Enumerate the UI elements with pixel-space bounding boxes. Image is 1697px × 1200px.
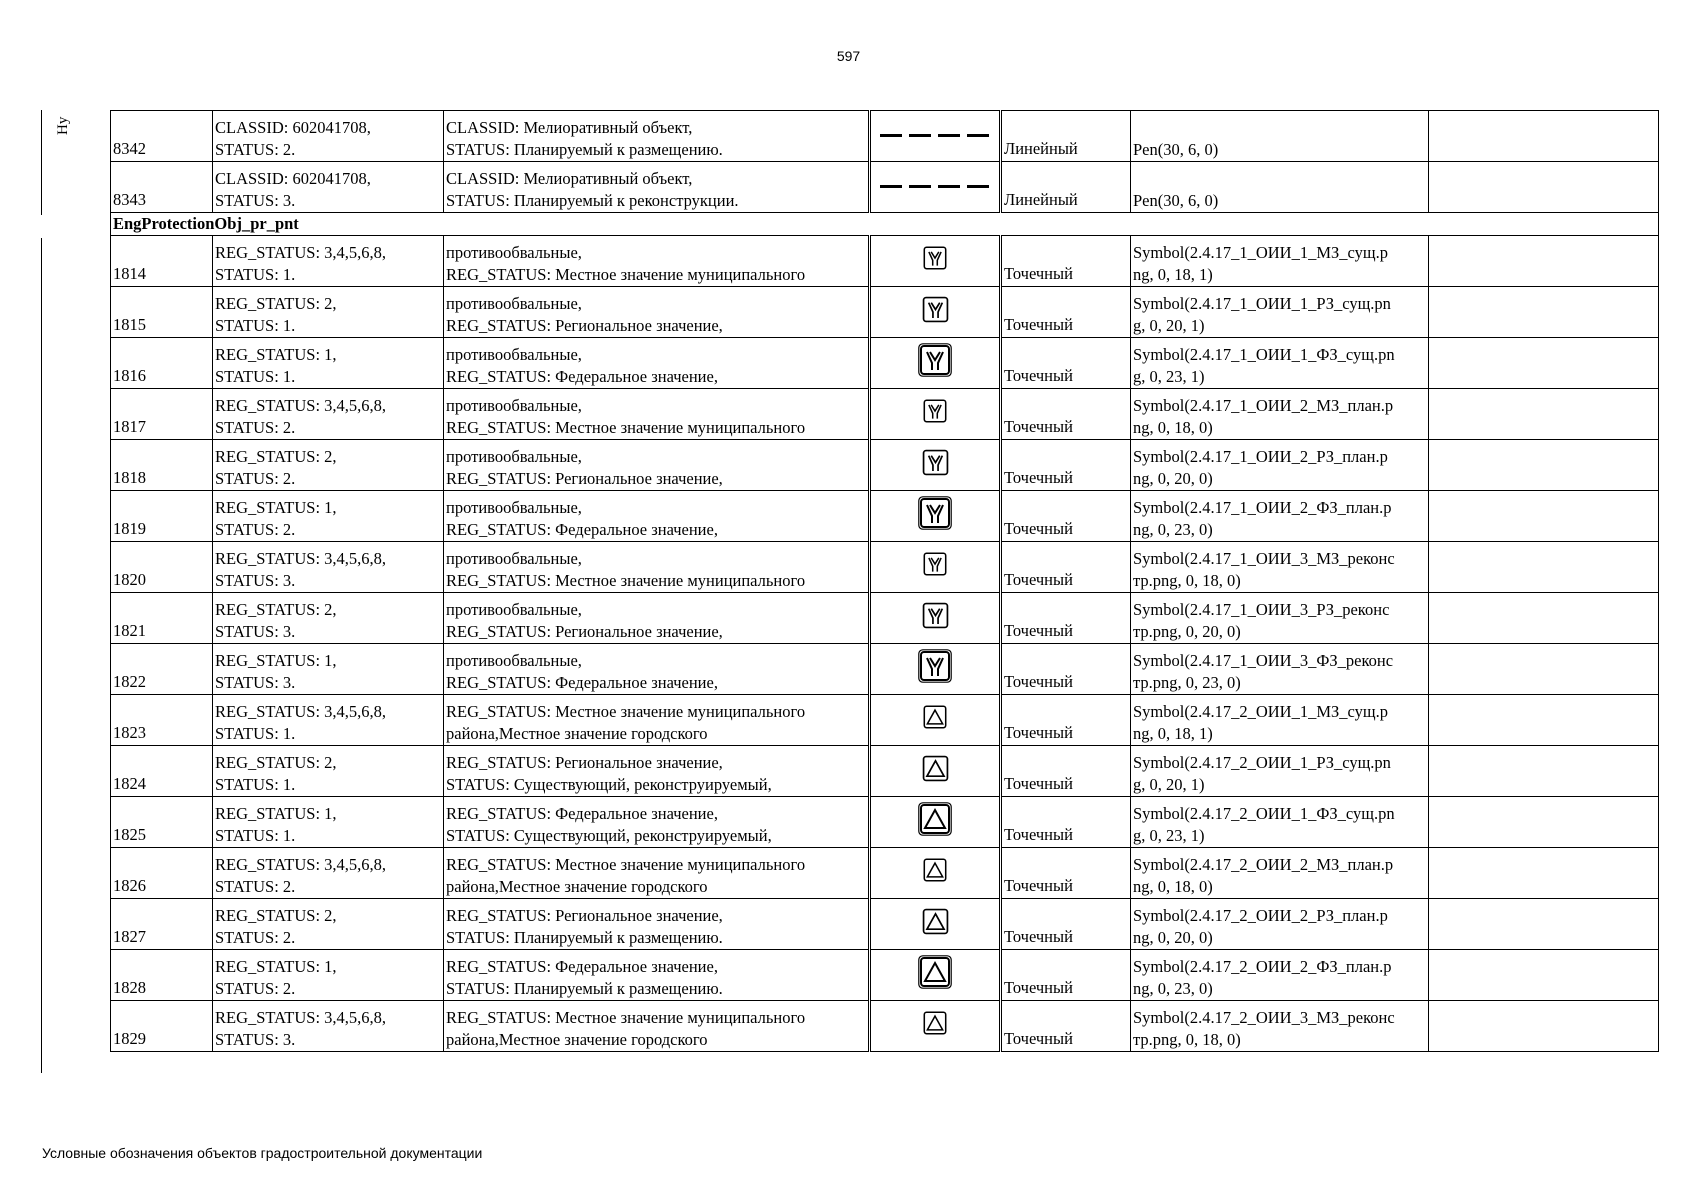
description-cell-line: REG_STATUS: Региональное значение,	[446, 316, 723, 335]
symbol-cell	[870, 1001, 1001, 1052]
style-cell-line	[1133, 168, 1426, 190]
dashed-line	[878, 125, 993, 147]
style-cell-line: ng, 0, 20, 0)	[1133, 469, 1213, 488]
empty-cell	[1429, 111, 1659, 162]
geometry-type: Точечный	[1001, 491, 1131, 542]
description-cell	[444, 644, 870, 695]
style-cell	[1131, 746, 1429, 797]
description-cell	[444, 848, 870, 899]
table-row	[111, 111, 1659, 162]
description-cell-line: REG_STATUS: Региональное значение,	[446, 753, 723, 772]
symbol-cell	[870, 111, 1001, 162]
condition-cell-line: STATUS: 1.	[215, 775, 296, 794]
description-cell-line: противообвальные,	[446, 498, 582, 517]
description-cell-line: противообвальные,	[446, 294, 582, 313]
layer-code: 8342	[111, 111, 213, 162]
empty-cell	[1429, 162, 1659, 213]
description-cell	[444, 338, 870, 389]
description-cell	[444, 950, 870, 1001]
style-cell-line: ng, 0, 18, 0)	[1133, 418, 1213, 437]
empty-cell	[1429, 1001, 1659, 1052]
condition-cell-line: STATUS: 2.	[215, 877, 296, 896]
condition-cell	[213, 389, 444, 440]
description-cell	[444, 162, 870, 213]
group-title: EngProtectionObj_pr_pnt	[111, 213, 1659, 236]
geometry-type: Точечный	[1001, 746, 1131, 797]
style-cell-line: g, 0, 23, 1)	[1133, 826, 1205, 845]
table-row	[111, 338, 1659, 389]
style-cell	[1131, 797, 1429, 848]
symbol-cell	[870, 644, 1001, 695]
condition-cell	[213, 950, 444, 1001]
style-cell-line: Symbol(2.4.17_1_ОИИ_2_МЗ_план.p	[1133, 396, 1394, 415]
section-border-bottom	[41, 238, 42, 1073]
symbol-cell	[870, 542, 1001, 593]
geometry-type: Точечный	[1001, 797, 1131, 848]
condition-cell-line: REG_STATUS: 3,4,5,6,8,	[215, 1008, 387, 1027]
table-row	[111, 440, 1659, 491]
empty-cell	[1429, 338, 1659, 389]
description-cell-line: противообвальные,	[446, 447, 582, 466]
geometry-type: Точечный	[1001, 695, 1131, 746]
layer-code: 1819	[111, 491, 213, 542]
style-cell	[1131, 542, 1429, 593]
description-cell	[444, 1001, 870, 1052]
empty-cell	[1429, 593, 1659, 644]
geometry-type: Точечный	[1001, 1001, 1131, 1052]
style-cell	[1131, 338, 1429, 389]
style-cell-line: Pen(30, 6, 0)	[1133, 140, 1219, 159]
geometry-type: Точечный	[1001, 389, 1131, 440]
description-cell-line: CLASSID: Мелиоративный объект,	[446, 169, 693, 188]
style-cell	[1131, 491, 1429, 542]
geometry-type: Линейный	[1001, 111, 1131, 162]
condition-cell-line: REG_STATUS: 1,	[215, 498, 337, 517]
layer-code: 8343	[111, 162, 213, 213]
style-cell-line: Symbol(2.4.17_1_ОИИ_3_ФЗ_реконс	[1133, 651, 1394, 670]
layer-code: 1826	[111, 848, 213, 899]
dam-icon-rz	[921, 601, 950, 636]
layer-code: 1829	[111, 1001, 213, 1052]
description-cell	[444, 746, 870, 797]
description-cell-line: района,Местное значение городского	[446, 724, 708, 743]
style-cell-line: Symbol(2.4.17_1_ОИИ_3_МЗ_реконс	[1133, 549, 1395, 568]
geometry-type: Точечный	[1001, 848, 1131, 899]
style-cell-line: Symbol(2.4.17_1_ОИИ_1_ФЗ_сущ.pn	[1133, 345, 1395, 364]
style-cell-line: Pen(30, 6, 0)	[1133, 191, 1219, 210]
condition-cell-line: STATUS: 3.	[215, 571, 296, 590]
triangle-icon-mz	[922, 1010, 948, 1042]
symbol-cell	[870, 950, 1001, 1001]
table-row	[111, 491, 1659, 542]
geometry-type: Точечный	[1001, 338, 1131, 389]
layer-code: 1828	[111, 950, 213, 1001]
layer-code: 1823	[111, 695, 213, 746]
style-cell-line: Symbol(2.4.17_2_ОИИ_3_МЗ_реконс	[1133, 1008, 1395, 1027]
condition-cell-line: STATUS: 1.	[215, 265, 296, 284]
style-cell-line: Symbol(2.4.17_1_ОИИ_3_РЗ_реконс	[1133, 600, 1390, 619]
triangle-icon-rz	[921, 907, 950, 942]
condition-cell-line: REG_STATUS: 2,	[215, 294, 337, 313]
table-row	[111, 162, 1659, 213]
description-cell-line: STATUS: Планируемый к реконструкции.	[446, 191, 739, 210]
description-cell	[444, 899, 870, 950]
layer-code: 1821	[111, 593, 213, 644]
description-cell-line: района,Местное значение городского	[446, 1030, 708, 1049]
group-row	[111, 213, 1659, 236]
empty-cell	[1429, 695, 1659, 746]
style-cell-line: Symbol(2.4.17_2_ОИИ_1_МЗ_сущ.p	[1133, 702, 1388, 721]
geometry-type: Точечный	[1001, 287, 1131, 338]
condition-cell-line: STATUS: 3.	[215, 191, 296, 210]
condition-cell	[213, 848, 444, 899]
symbol-cell	[870, 162, 1001, 213]
style-cell	[1131, 848, 1429, 899]
style-cell-line: ng, 0, 18, 1)	[1133, 724, 1213, 743]
condition-cell-line: STATUS: 3.	[215, 673, 296, 692]
style-cell	[1131, 695, 1429, 746]
page-number: 597	[836, 48, 861, 64]
style-cell	[1131, 593, 1429, 644]
description-cell-line: STATUS: Существующий, реконструируемый,	[446, 826, 772, 845]
style-cell-line: Symbol(2.4.17_1_ОИИ_2_РЗ_план.p	[1133, 447, 1388, 466]
symbol-cell	[870, 695, 1001, 746]
geometry-type: Точечный	[1001, 950, 1131, 1001]
symbol-cell	[870, 287, 1001, 338]
table-row	[111, 797, 1659, 848]
description-cell-line: STATUS: Существующий, реконструируемый,	[446, 775, 772, 794]
table-row	[111, 1001, 1659, 1052]
description-cell	[444, 287, 870, 338]
style-cell	[1131, 236, 1429, 287]
geometry-type: Точечный	[1001, 644, 1131, 695]
description-cell-line: STATUS: Планируемый к размещению.	[446, 979, 723, 998]
dam-icon-rz	[921, 295, 950, 330]
table-row	[111, 236, 1659, 287]
condition-cell-line: STATUS: 1.	[215, 367, 296, 386]
description-cell-line: противообвальные,	[446, 600, 582, 619]
empty-cell	[1429, 644, 1659, 695]
description-cell-line: REG_STATUS: Региональное значение,	[446, 906, 723, 925]
style-cell-line: тр.png, 0, 18, 0)	[1133, 1030, 1241, 1049]
description-cell-line: REG_STATUS: Местное значение муниципального	[446, 702, 806, 721]
description-cell	[444, 111, 870, 162]
description-cell-line: противообвальные,	[446, 396, 582, 415]
condition-cell-line: REG_STATUS: 1,	[215, 804, 337, 823]
table-row	[111, 695, 1659, 746]
condition-cell	[213, 111, 444, 162]
empty-cell	[1429, 797, 1659, 848]
triangle-icon-mz	[922, 857, 948, 889]
section-border-top	[41, 110, 42, 215]
style-cell-line: тр.png, 0, 18, 0)	[1133, 571, 1241, 590]
triangle-icon-fz	[918, 955, 952, 995]
style-cell-line: Symbol(2.4.17_2_ОИИ_1_ФЗ_сущ.pn	[1133, 804, 1395, 823]
condition-cell-line: REG_STATUS: 3,4,5,6,8,	[215, 702, 387, 721]
description-cell-line: REG_STATUS: Региональное значение,	[446, 622, 723, 641]
empty-cell	[1429, 950, 1659, 1001]
symbol-cell	[870, 848, 1001, 899]
condition-cell	[213, 338, 444, 389]
style-cell-line: Symbol(2.4.17_1_ОИИ_1_МЗ_сущ.p	[1133, 243, 1388, 262]
condition-cell	[213, 287, 444, 338]
table-row	[111, 593, 1659, 644]
table-row	[111, 542, 1659, 593]
style-cell-line: g, 0, 23, 1)	[1133, 367, 1205, 386]
layer-code: 1817	[111, 389, 213, 440]
description-cell-line: противообвальные,	[446, 243, 582, 262]
empty-cell	[1429, 899, 1659, 950]
style-cell-line: ng, 0, 18, 1)	[1133, 265, 1213, 284]
style-cell-line	[1133, 117, 1426, 139]
layer-code: 1827	[111, 899, 213, 950]
condition-cell-line: REG_STATUS: 2,	[215, 753, 337, 772]
condition-cell-line: STATUS: 2.	[215, 469, 296, 488]
style-cell	[1131, 644, 1429, 695]
style-cell-line: ng, 0, 23, 0)	[1133, 979, 1213, 998]
description-cell-line: CLASSID: Мелиоративный объект,	[446, 118, 693, 137]
condition-cell-line: REG_STATUS: 2,	[215, 447, 337, 466]
symbol-cell	[870, 236, 1001, 287]
description-cell	[444, 797, 870, 848]
style-cell	[1131, 389, 1429, 440]
empty-cell	[1429, 848, 1659, 899]
style-cell-line: g, 0, 20, 1)	[1133, 775, 1205, 794]
section-label: Ну	[55, 116, 71, 135]
symbol-cell	[870, 593, 1001, 644]
description-cell-line: REG_STATUS: Региональное значение,	[446, 469, 723, 488]
description-cell-line: противообвальные,	[446, 651, 582, 670]
condition-cell	[213, 695, 444, 746]
condition-cell	[213, 1001, 444, 1052]
layer-code: 1824	[111, 746, 213, 797]
dashed-line	[878, 176, 993, 198]
geometry-type: Линейный	[1001, 162, 1131, 213]
condition-cell	[213, 162, 444, 213]
symbol-cell	[870, 491, 1001, 542]
style-cell-line: Symbol(2.4.17_2_ОИИ_2_ФЗ_план.p	[1133, 957, 1392, 976]
condition-cell	[213, 797, 444, 848]
condition-cell	[213, 899, 444, 950]
condition-cell	[213, 542, 444, 593]
symbol-cell	[870, 440, 1001, 491]
condition-cell	[213, 440, 444, 491]
condition-cell-line: REG_STATUS: 3,4,5,6,8,	[215, 243, 387, 262]
dam-icon-mz	[922, 551, 948, 583]
style-cell	[1131, 950, 1429, 1001]
description-cell	[444, 593, 870, 644]
page-footer: Условные обозначения объектов градостроительной документации	[42, 1145, 483, 1161]
description-cell-line: REG_STATUS: Местное значение муниципального	[446, 418, 806, 437]
condition-cell-line: REG_STATUS: 1,	[215, 651, 337, 670]
description-cell-line: REG_STATUS: Федеральное значение,	[446, 804, 718, 823]
style-cell-line: Symbol(2.4.17_1_ОИИ_1_РЗ_сущ.pn	[1133, 294, 1391, 313]
description-cell	[444, 440, 870, 491]
geometry-type: Точечный	[1001, 593, 1131, 644]
description-cell-line: противообвальные,	[446, 549, 582, 568]
condition-cell-line: STATUS: 1.	[215, 316, 296, 335]
symbol-cell	[870, 338, 1001, 389]
empty-cell	[1429, 542, 1659, 593]
style-cell	[1131, 440, 1429, 491]
style-cell	[1131, 111, 1429, 162]
style-cell	[1131, 287, 1429, 338]
empty-cell	[1429, 389, 1659, 440]
symbol-cell	[870, 797, 1001, 848]
style-cell-line: g, 0, 20, 1)	[1133, 316, 1205, 335]
style-cell-line: Symbol(2.4.17_2_ОИИ_1_РЗ_сущ.pn	[1133, 753, 1391, 772]
triangle-icon-fz	[918, 802, 952, 842]
geometry-type: Точечный	[1001, 440, 1131, 491]
style-cell-line: тр.png, 0, 23, 0)	[1133, 673, 1241, 692]
condition-cell-line: STATUS: 3.	[215, 622, 296, 641]
empty-cell	[1429, 746, 1659, 797]
condition-cell-line: REG_STATUS: 3,4,5,6,8,	[215, 396, 387, 415]
description-cell	[444, 695, 870, 746]
style-cell-line: ng, 0, 20, 0)	[1133, 928, 1213, 947]
dam-icon-mz	[922, 245, 948, 277]
style-cell	[1131, 899, 1429, 950]
empty-cell	[1429, 491, 1659, 542]
description-cell-line: района,Местное значение городского	[446, 877, 708, 896]
description-cell	[444, 542, 870, 593]
dam-icon-rz	[921, 448, 950, 483]
condition-cell-line: CLASSID: 602041708,	[215, 169, 371, 188]
table-row	[111, 644, 1659, 695]
condition-cell	[213, 746, 444, 797]
condition-cell	[213, 593, 444, 644]
condition-cell-line: REG_STATUS: 2,	[215, 906, 337, 925]
symbol-cell	[870, 746, 1001, 797]
layer-code: 1815	[111, 287, 213, 338]
condition-cell-line: REG_STATUS: 2,	[215, 600, 337, 619]
layer-code: 1820	[111, 542, 213, 593]
description-cell-line: REG_STATUS: Местное значение муниципального	[446, 265, 806, 284]
condition-cell-line: STATUS: 2.	[215, 418, 296, 437]
style-cell	[1131, 1001, 1429, 1052]
empty-cell	[1429, 236, 1659, 287]
table-row	[111, 950, 1659, 1001]
style-cell-line: тр.png, 0, 20, 0)	[1133, 622, 1241, 641]
geometry-type: Точечный	[1001, 236, 1131, 287]
condition-cell-line: STATUS: 2.	[215, 928, 296, 947]
description-cell-line: REG_STATUS: Местное значение муниципального	[446, 571, 806, 590]
condition-cell	[213, 236, 444, 287]
table-row	[111, 287, 1659, 338]
layer-code: 1822	[111, 644, 213, 695]
description-cell-line: REG_STATUS: Федеральное значение,	[446, 957, 718, 976]
description-cell	[444, 236, 870, 287]
description-cell-line: REG_STATUS: Федеральное значение,	[446, 367, 718, 386]
description-cell	[444, 491, 870, 542]
condition-cell	[213, 491, 444, 542]
condition-cell-line: STATUS: 2.	[215, 520, 296, 539]
dam-icon-mz	[922, 398, 948, 430]
table-row	[111, 899, 1659, 950]
condition-cell	[213, 644, 444, 695]
table-row	[111, 746, 1659, 797]
description-cell-line: STATUS: Планируемый к размещению.	[446, 928, 723, 947]
description-cell-line: STATUS: Планируемый к размещению.	[446, 140, 723, 159]
dam-icon-fz	[918, 649, 952, 689]
layer-code: 1816	[111, 338, 213, 389]
layer-code: 1814	[111, 236, 213, 287]
table-row	[111, 389, 1659, 440]
description-cell-line: REG_STATUS: Местное значение муниципального	[446, 1008, 806, 1027]
condition-cell-line: CLASSID: 602041708,	[215, 118, 371, 137]
condition-cell-line: STATUS: 3.	[215, 1030, 296, 1049]
description-cell-line: REG_STATUS: Федеральное значение,	[446, 520, 718, 539]
dam-icon-fz	[918, 343, 952, 383]
style-cell-line: ng, 0, 18, 0)	[1133, 877, 1213, 896]
dam-icon-fz	[918, 496, 952, 536]
geometry-type: Точечный	[1001, 542, 1131, 593]
style-cell	[1131, 162, 1429, 213]
condition-cell-line: STATUS: 2.	[215, 140, 296, 159]
legend-table	[110, 110, 1659, 1052]
description-cell-line: REG_STATUS: Местное значение муниципального	[446, 855, 806, 874]
style-cell-line: Symbol(2.4.17_1_ОИИ_2_ФЗ_план.p	[1133, 498, 1392, 517]
layer-code: 1818	[111, 440, 213, 491]
description-cell	[444, 389, 870, 440]
empty-cell	[1429, 440, 1659, 491]
layer-code: 1825	[111, 797, 213, 848]
description-cell-line: противообвальные,	[446, 345, 582, 364]
condition-cell-line: STATUS: 1.	[215, 724, 296, 743]
condition-cell-line: REG_STATUS: 3,4,5,6,8,	[215, 855, 387, 874]
description-cell-line: REG_STATUS: Федеральное значение,	[446, 673, 718, 692]
symbol-cell	[870, 899, 1001, 950]
triangle-icon-mz	[922, 704, 948, 736]
empty-cell	[1429, 287, 1659, 338]
condition-cell-line: STATUS: 1.	[215, 826, 296, 845]
style-cell-line: Symbol(2.4.17_2_ОИИ_2_МЗ_план.p	[1133, 855, 1394, 874]
condition-cell-line: REG_STATUS: 3,4,5,6,8,	[215, 549, 387, 568]
table-row	[111, 848, 1659, 899]
condition-cell-line: REG_STATUS: 1,	[215, 957, 337, 976]
triangle-icon-rz	[921, 754, 950, 789]
style-cell-line: ng, 0, 23, 0)	[1133, 520, 1213, 539]
geometry-type: Точечный	[1001, 899, 1131, 950]
symbol-cell	[870, 389, 1001, 440]
style-cell-line: Symbol(2.4.17_2_ОИИ_2_РЗ_план.p	[1133, 906, 1388, 925]
condition-cell-line: STATUS: 2.	[215, 979, 296, 998]
condition-cell-line: REG_STATUS: 1,	[215, 345, 337, 364]
